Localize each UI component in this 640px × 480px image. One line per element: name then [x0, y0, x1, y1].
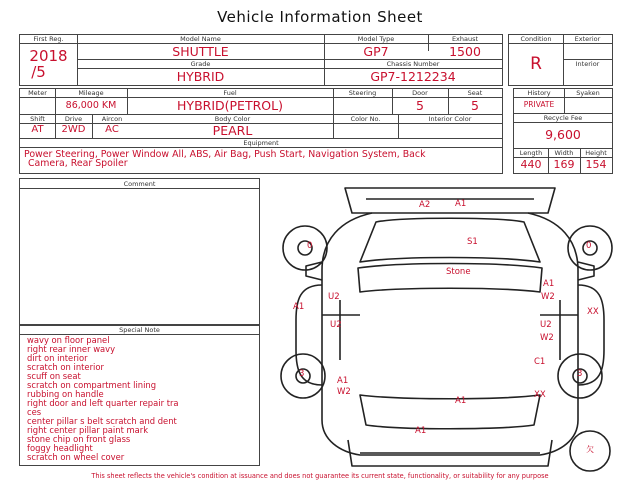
- recycle-fee-label: Recycle Fee: [543, 114, 583, 122]
- length-value: 440: [520, 158, 542, 171]
- equipment-line-2: Camera, Rear Spoiler: [28, 158, 128, 169]
- damage-mark: U2: [328, 292, 340, 302]
- mileage-value: 86,000 KM: [65, 100, 117, 111]
- disclaimer-footer: This sheet reflects the vehicle's condition at issuance and does not guarantee its current state, functionality, or suitability for any purpose: [91, 472, 549, 480]
- width-label: Width: [554, 149, 574, 157]
- interior-color-label: Interior Color: [428, 115, 472, 123]
- grade-value: HYBRID: [176, 69, 225, 84]
- aircon-value: AC: [105, 124, 119, 135]
- equipment-label: Equipment: [243, 139, 279, 147]
- steering-label: Steering: [348, 89, 377, 97]
- condition-label: Condition: [520, 35, 552, 43]
- exhaust-label: Exhaust: [451, 35, 479, 43]
- recycle-fee-value: 9,600: [545, 127, 581, 142]
- seat-value: 5: [471, 98, 479, 113]
- special-note-item: scratch on wheel cover: [27, 452, 125, 462]
- syaken-label: Syaken: [576, 89, 600, 97]
- damage-mark: A1: [293, 302, 305, 312]
- damage-mark: A1: [543, 279, 555, 289]
- width-value: 169: [553, 158, 575, 171]
- grade-label: Grade: [190, 60, 211, 68]
- mileage-label: Mileage: [78, 89, 104, 97]
- damage-mark: W2: [541, 292, 555, 302]
- damage-mark: A1: [455, 199, 467, 209]
- special-note-item: scuff on seat: [27, 371, 81, 381]
- length-label: Length: [519, 149, 543, 157]
- aircon-label: Aircon: [101, 115, 123, 123]
- damage-mark: Stone: [446, 267, 471, 277]
- chassis-number-label: Chassis Number: [386, 60, 440, 68]
- special-note-item: rubbing on handle: [27, 389, 104, 399]
- model-name-value: SHUTTLE: [172, 44, 229, 59]
- equipment-line-1: Power Steering, Power Window All, ABS, Air Bag, Push Start, Navigation System, Back: [24, 149, 426, 160]
- damage-mark: W2: [337, 387, 351, 397]
- height-label: Height: [585, 149, 607, 157]
- model-info-table: [19, 34, 503, 86]
- fuel-value: HYBRID(PETROL): [177, 98, 283, 113]
- history-value: PRIVATE: [523, 100, 555, 109]
- door-label: Door: [412, 89, 428, 97]
- fuel-label: Fuel: [223, 89, 237, 97]
- comment-box: [19, 178, 260, 325]
- chassis-number-value: GP7-1212234: [370, 69, 456, 84]
- height-value: 154: [585, 158, 607, 171]
- damage-mark: XX: [587, 307, 599, 317]
- sheet-title: Vehicle Information Sheet: [217, 8, 423, 26]
- equipment-box: [19, 138, 503, 174]
- meter-label: Meter: [28, 89, 47, 97]
- exhaust-value: 1500: [449, 44, 481, 59]
- drive-label: Drive: [64, 115, 83, 123]
- special-note-item: right rear inner wavy: [27, 344, 116, 354]
- first-reg-month: /5: [31, 63, 46, 81]
- damage-mark: C1: [534, 357, 546, 367]
- damage-mark: 0: [307, 241, 313, 251]
- damage-mark: 3: [299, 369, 305, 379]
- shift-value: AT: [31, 124, 44, 135]
- damage-mark: A1: [337, 376, 349, 386]
- special-note-item: scratch on interior: [27, 362, 104, 372]
- damage-mark: 3: [577, 369, 583, 379]
- body-color-label: Body Color: [214, 115, 251, 123]
- history-table: [513, 88, 613, 114]
- special-note-item: center pillar s belt scratch and dent: [27, 416, 177, 426]
- special-note-item: right center pillar paint mark: [27, 425, 149, 435]
- model-type-value: GP7: [363, 44, 389, 59]
- special-note-item: dirt on interior: [27, 353, 88, 363]
- model-type-label: Model Type: [357, 35, 395, 43]
- first-reg-label: First Reg.: [33, 35, 64, 43]
- special-note-item: scratch on compartment lining: [27, 380, 157, 390]
- damage-mark: A1: [415, 426, 427, 436]
- recycle-fee-table: [513, 113, 613, 174]
- special-note-item: foggy headlight: [27, 443, 93, 453]
- comment-label: Comment: [123, 180, 156, 188]
- drive-value: 2WD: [61, 124, 86, 135]
- car-damage-diagram: [270, 178, 630, 473]
- damage-mark: U2: [540, 320, 552, 330]
- condition-value: R: [530, 54, 542, 74]
- damage-mark: A2: [419, 200, 431, 210]
- damage-mark: W2: [540, 333, 554, 343]
- body-color-value: PEARL: [212, 123, 253, 138]
- special-note-label: Special Note: [119, 326, 160, 334]
- damage-mark: A1: [455, 396, 467, 406]
- door-value: 5: [416, 98, 424, 113]
- damage-mark: S1: [467, 237, 478, 247]
- damage-mark: XX: [534, 390, 546, 400]
- first-reg-year: 2018: [29, 47, 68, 65]
- missing-stamp: 欠: [586, 445, 594, 454]
- exterior-label: Exterior: [574, 35, 601, 43]
- special-note-item: wavy on floor panel: [27, 335, 110, 345]
- damage-mark: U2: [330, 320, 342, 330]
- seat-label: Seat: [467, 89, 483, 97]
- history-label: History: [527, 89, 551, 97]
- model-name-label: Model Name: [180, 35, 221, 43]
- condition-table: [508, 34, 613, 86]
- special-note-item: stone chip on front glass: [27, 434, 131, 444]
- special-note-item: right door and left quarter repair tra: [27, 398, 179, 408]
- color-no-label: Color No.: [350, 115, 381, 123]
- damage-mark: 0: [586, 241, 592, 251]
- special-note-item: ces: [27, 407, 42, 417]
- shift-label: Shift: [30, 115, 45, 123]
- interior-label: Interior: [575, 60, 600, 68]
- spec-table: [19, 88, 503, 139]
